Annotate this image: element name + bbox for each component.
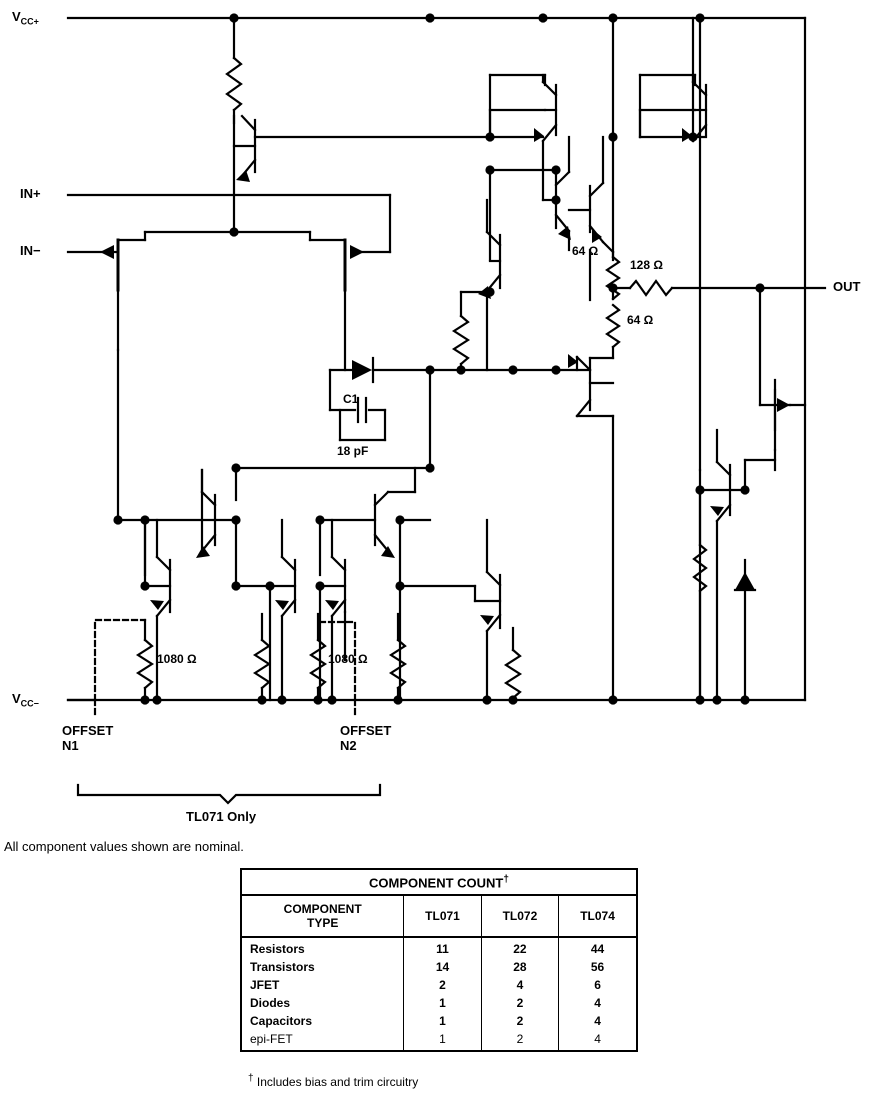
- cell-type-jfet: JFET: [241, 976, 404, 994]
- table-row: [241, 1012, 637, 1030]
- table-row: [241, 994, 637, 1012]
- label-offset-n1: OFFSET N1: [62, 723, 114, 753]
- table-header-tl072: TL072: [481, 895, 558, 937]
- table-header-tl074: TL074: [559, 895, 637, 937]
- cell-tl072-jfet: 4: [481, 976, 558, 994]
- table-header-row: [241, 895, 637, 937]
- cell-tl072-capacitors: 2: [481, 1012, 558, 1030]
- cell-type-epi-fet: epi-FET: [241, 1030, 404, 1051]
- resistor-value-64-top: 64 Ω: [572, 244, 599, 258]
- cell-tl071-diodes: 1: [404, 994, 481, 1012]
- cell-tl071-resistors: 11: [404, 937, 481, 958]
- table-title-cell: COMPONENT COUNT†: [241, 869, 637, 895]
- cell-tl072-resistors: 22: [481, 937, 558, 958]
- cell-tl072-diodes: 2: [481, 994, 558, 1012]
- cell-type-transistors: Transistors: [241, 958, 404, 976]
- cell-tl074-jfet: 6: [559, 976, 637, 994]
- table-row: [241, 937, 637, 958]
- component-count-table: [240, 868, 638, 1052]
- table-header-component-type: COMPONENT TYPE: [241, 895, 404, 937]
- cell-tl071-epi-fet: 1: [404, 1030, 481, 1051]
- table-footnote: † Includes bias and trim circuitry: [248, 1073, 419, 1089]
- cell-type-diodes: Diodes: [241, 994, 404, 1012]
- pin-label-in-minus: IN−: [20, 243, 41, 258]
- resistor-value-64-bottom: 64 Ω: [627, 313, 654, 327]
- cell-type-capacitors: Capacitors: [241, 1012, 404, 1030]
- cell-tl074-resistors: 44: [559, 937, 637, 958]
- table-header-tl071: TL071: [404, 895, 481, 937]
- pin-label-out: OUT: [833, 279, 861, 294]
- cell-tl074-capacitors: 4: [559, 1012, 637, 1030]
- cell-tl071-jfet: 2: [404, 976, 481, 994]
- resistor-value-128: 128 Ω: [630, 258, 663, 272]
- table-row: [241, 976, 637, 994]
- cell-tl074-epi-fet: 4: [559, 1030, 637, 1051]
- cell-tl071-capacitors: 1: [404, 1012, 481, 1030]
- table-row: [241, 1030, 637, 1051]
- capacitor-ref-c1: C1: [343, 392, 359, 406]
- label-offset-n2: OFFSET N2: [340, 723, 392, 753]
- cell-tl071-transistors: 14: [404, 958, 481, 976]
- pin-label-vcc-plus: $V_{CC+}$: [12, 9, 39, 27]
- capacitor-value-18pf: 18 pF: [337, 444, 369, 458]
- cell-tl074-diodes: 4: [559, 994, 637, 1012]
- resistor-value-1080-left: 1080 Ω: [157, 652, 197, 666]
- table-title-row: [241, 869, 637, 895]
- nominal-values-note: All component values shown are nominal.: [4, 839, 244, 854]
- cell-type-resistors: Resistors: [241, 937, 404, 958]
- pin-label-in-plus: IN+: [20, 186, 41, 201]
- cell-tl072-transistors: 28: [481, 958, 558, 976]
- pin-label-vcc-minus: $V_{CC-}$: [12, 691, 39, 709]
- resistor-value-1080-right: 1080 Ω: [328, 652, 368, 666]
- cell-tl074-transistors: 56: [559, 958, 637, 976]
- label-tl071-only: TL071 Only: [186, 809, 257, 824]
- table-row: [241, 958, 637, 976]
- cell-tl072-epi-fet: 2: [481, 1030, 558, 1051]
